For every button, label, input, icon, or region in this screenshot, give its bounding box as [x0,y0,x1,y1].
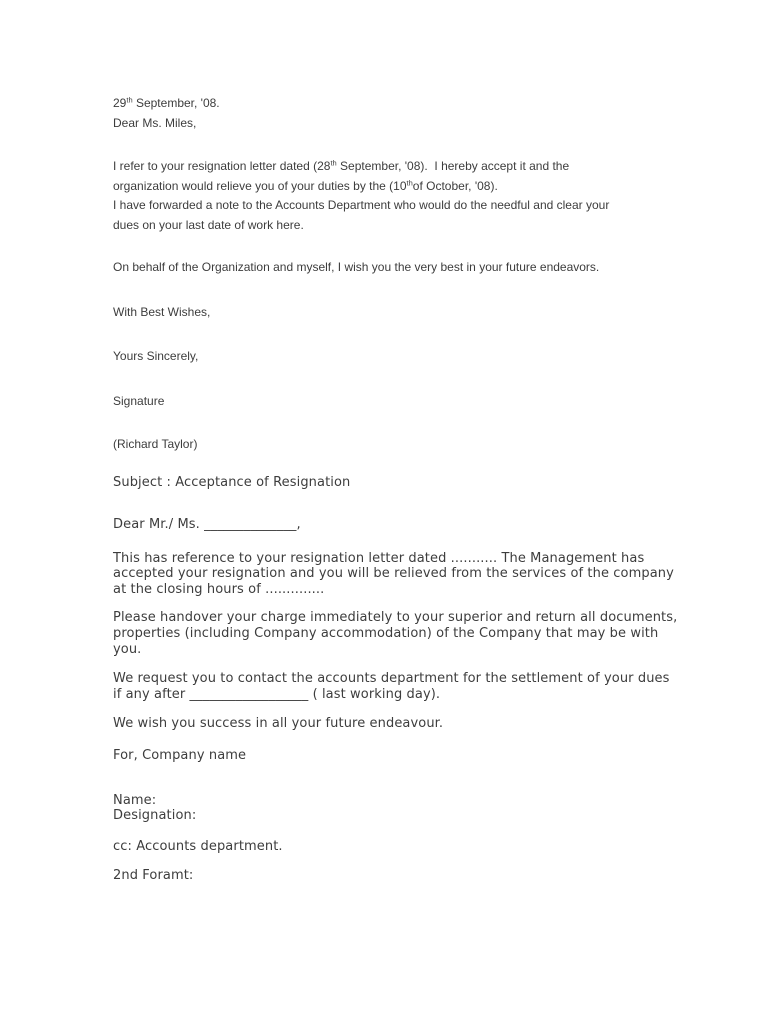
paragraph-handover-line2: properties (including Company accommodation) of the Company that may be with [113,626,659,642]
refer-line1-post: September, '08). I hereby accept it and the [336,159,570,173]
paragraph-reference-line3: at the closing hours of .............. [113,581,325,597]
paragraph-refer-line1 [113,157,768,177]
cc-line: cc: Accounts department. [113,838,283,854]
paragraph-refer-line3: I have forwarded a note to the Accounts Department who would do the needful and clear your [113,198,610,212]
paragraph-handover-line3: you. [113,641,142,657]
paragraph-reference [113,551,768,598]
refer-line1-pre: I refer to your resignation letter dated (28 [113,159,331,173]
subject-line: Subject : Acceptance of Resignation [113,474,351,490]
paragraph-settlement-line1: We request you to contact the accounts department for the settlement of your dues [113,671,670,687]
signature-block [113,793,768,824]
paragraph-success: We wish you success in all your future endeavour. [113,716,444,732]
date-rest: September, '08. [132,96,220,110]
paragraph-handover [113,610,768,657]
signatory-name: (Richard Taylor) [113,437,198,451]
paragraph-refer-line2 [113,177,768,197]
refer-line2-post: of October, '08). [412,178,498,193]
refer-line2-pre: organization would relieve you of your duties by the (10 [113,178,407,193]
paragraph-reference-line1: This has reference to your resignation letter dated ........... The Management has [113,550,645,566]
paragraph-settlement [113,671,768,702]
date-line [113,94,768,114]
letter2 [113,475,768,885]
paragraph-settlement-line2: if any after __________________ ( last working day). [113,686,441,702]
salutation-line: Dear Ms. Miles, [113,115,197,130]
paragraph-reference-line2: accepted your resignation and you will be relieved from the services of the company [113,566,674,582]
signature-label: Signature [113,393,165,408]
paragraph-refer [113,157,768,235]
company-from-line: For, Company name [113,748,247,764]
sincerely-line: Yours Sincerely, [113,349,199,363]
refer-line2-ordinal: th [406,178,413,187]
date-ordinal: th [126,95,133,105]
refer-line1-ordinal: th [330,158,337,168]
paragraph-refer-line4: dues on your last date of work here. [113,217,304,232]
name-label: Name: [113,792,157,808]
paragraph-behalf: On behalf of the Organization and myself, I wish you the very best in your future endeavors. [113,260,600,274]
best-wishes-line: With Best Wishes, [113,304,211,319]
second-format-label: 2nd Foramt: [113,868,194,884]
date-day: 29 [113,96,127,110]
paragraph-handover-line1: Please handover your charge immediately to your superior and return all documents, [113,610,678,626]
letter1 [113,94,768,455]
designation-label: Designation: [113,808,197,824]
salutation2-line: Dear Mr./ Ms. ______________, [113,517,301,533]
